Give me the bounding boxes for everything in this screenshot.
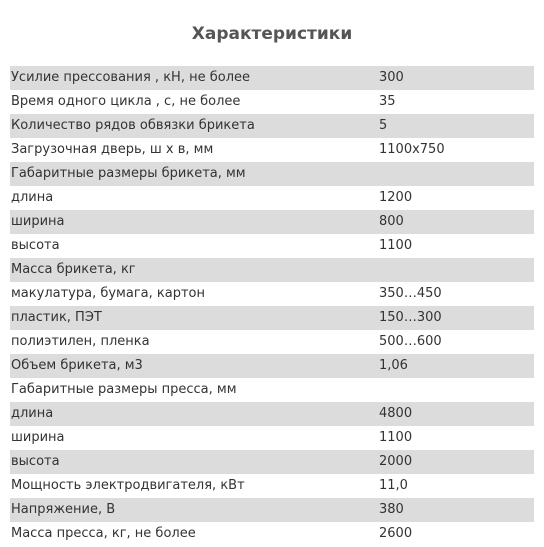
- spec-name-cell: Объем брикета, м3: [10, 354, 379, 378]
- spec-name-cell: высота: [10, 450, 379, 474]
- spec-row: [10, 522, 534, 546]
- spec-name-cell: длина: [10, 402, 379, 426]
- spec-value-cell: 300: [379, 66, 534, 90]
- spec-name-cell: Усилие прессования , кН, не более: [10, 66, 379, 90]
- spec-name-cell: Масса пресса, кг, не более: [11, 526, 196, 541]
- spec-row: [10, 474, 534, 498]
- spec-name-cell: Мощность электродвигателя, кВт: [11, 478, 245, 493]
- spec-value-cell: 1100: [379, 430, 413, 445]
- spec-name-cell: длина: [11, 190, 54, 205]
- spec-row: [10, 90, 534, 114]
- spec-row: [10, 162, 534, 186]
- spec-row: [10, 234, 534, 258]
- spec-value-cell: 4800: [379, 402, 534, 426]
- spec-value-cell: [379, 258, 534, 282]
- spec-value-cell: 1,06: [379, 354, 534, 378]
- spec-row: [10, 378, 534, 402]
- spec-name-cell: высота: [11, 238, 60, 253]
- spec-value-cell: 800: [379, 210, 534, 234]
- spec-value-cell: 1100x750: [379, 142, 445, 157]
- spec-value-cell: 1100: [379, 238, 413, 253]
- spec-row: [10, 354, 534, 378]
- spec-value-cell: 35: [379, 94, 396, 109]
- spec-row: [10, 66, 534, 90]
- spec-value-cell: 150…300: [379, 306, 534, 330]
- spec-value-cell: 500…600: [379, 334, 442, 349]
- spec-row: [10, 258, 534, 282]
- spec-row: [10, 402, 534, 426]
- spec-row: [10, 330, 534, 354]
- spec-name-cell: ширина: [11, 430, 65, 445]
- spec-name-cell: Время одного цикла , с, не более: [11, 94, 241, 109]
- page-title: Характеристики: [191, 24, 353, 44]
- spec-name-cell: пластик, ПЭТ: [10, 306, 379, 330]
- spec-row: [10, 282, 534, 306]
- spec-value-cell: 5: [379, 114, 534, 138]
- spec-row: [10, 450, 534, 474]
- specifications-table-body: [10, 66, 534, 546]
- spec-row: [10, 306, 534, 330]
- spec-name-cell: Напряжение, В: [10, 498, 379, 522]
- spec-value-cell: [379, 162, 534, 186]
- spec-name-cell: Габаритные размеры брикета, мм: [10, 162, 379, 186]
- spec-row: [10, 498, 534, 522]
- spec-row: [10, 138, 534, 162]
- spec-value-cell: 380: [379, 498, 534, 522]
- spec-row: [10, 186, 534, 210]
- spec-row: [10, 210, 534, 234]
- spec-value-cell: [379, 378, 534, 402]
- spec-name-cell: ширина: [10, 210, 379, 234]
- spec-value-cell: 2600: [379, 526, 413, 541]
- spec-name-cell: Количество рядов обвязки брикета: [10, 114, 379, 138]
- spec-name-cell: макулатура, бумага, картон: [11, 286, 205, 301]
- spec-value-cell: 2000: [379, 450, 534, 474]
- spec-name-cell: Масса брикета, кг: [10, 258, 379, 282]
- spec-name-cell: Загрузочная дверь, ш х в, мм: [11, 142, 214, 157]
- spec-name-cell: Габаритные размеры пресса, мм: [11, 382, 237, 397]
- spec-value-cell: 1200: [379, 190, 413, 205]
- specifications-table: [10, 66, 534, 546]
- spec-row: [10, 426, 534, 450]
- spec-value-cell: 350…450: [379, 286, 442, 301]
- spec-value-cell: 11,0: [379, 478, 408, 493]
- spec-name-cell: полиэтилен, пленка: [11, 334, 150, 349]
- spec-row: [10, 114, 534, 138]
